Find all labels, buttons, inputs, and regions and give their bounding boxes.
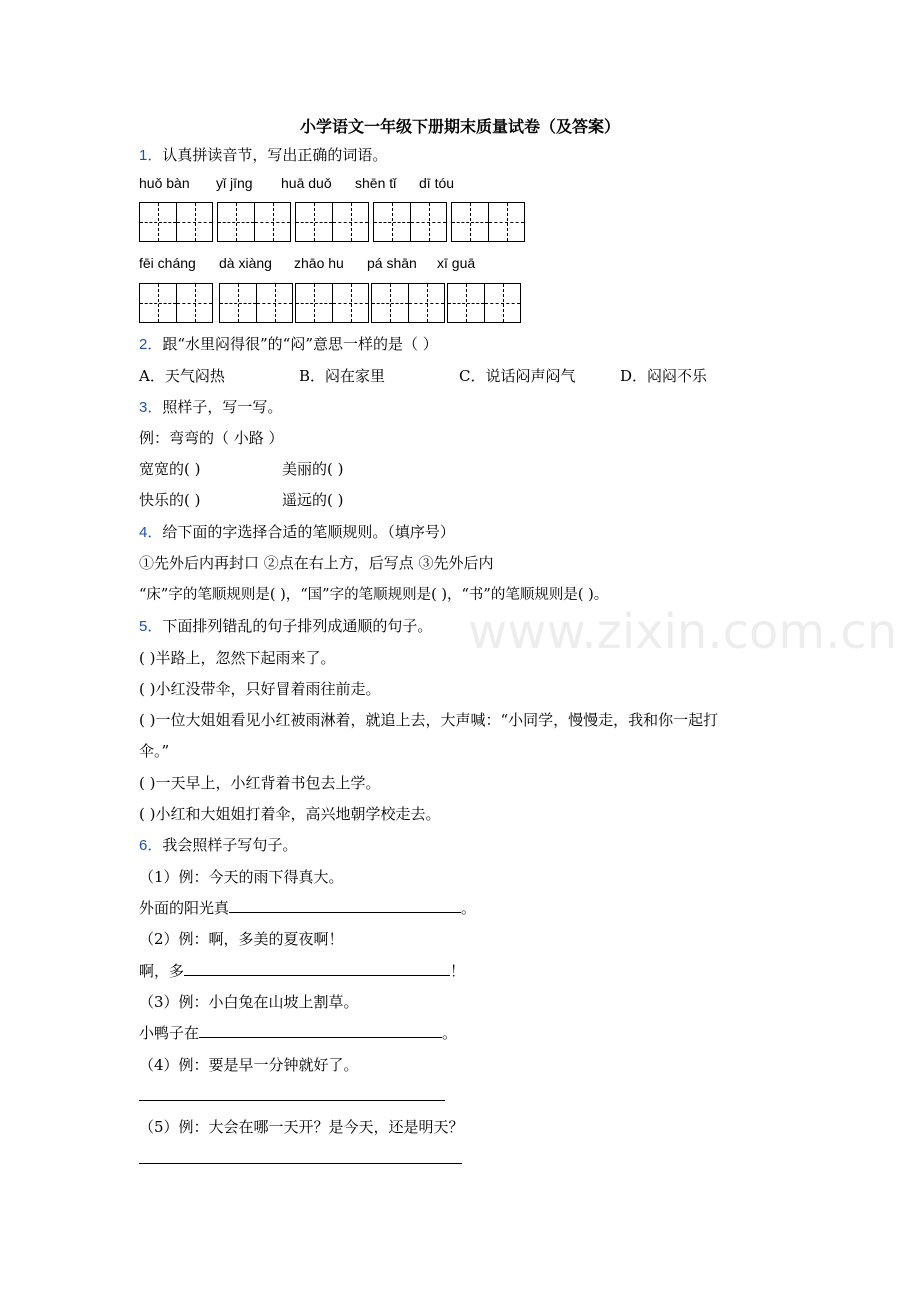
fill-item[interactable]: 遥远的( ) xyxy=(282,491,344,509)
pinyin-10: xī guā xyxy=(437,255,476,271)
answer-blank[interactable] xyxy=(184,960,450,976)
pinyin-1: huǒ bàn xyxy=(139,175,190,191)
question-3 xyxy=(139,396,282,417)
sentence-line[interactable]: ( )小红没带伞，只好冒着雨往前走。 xyxy=(139,680,381,698)
question-number: 2． xyxy=(139,336,163,353)
fill-item[interactable]: 美丽的( ) xyxy=(282,460,344,478)
answer-suffix: 。 xyxy=(461,899,477,917)
answer-line-1 xyxy=(139,897,476,918)
pinyin-7: dà xiàng xyxy=(219,255,272,271)
stroke-rules: ①先外后内再封口 ②点在右上方，后写点 ③先外后内 xyxy=(139,554,494,572)
option-a[interactable]: A．天气闷热 xyxy=(139,367,225,385)
question-2 xyxy=(139,333,438,354)
pinyin-6: fēi cháng xyxy=(139,255,196,271)
question-4 xyxy=(139,521,455,542)
answer-prefix: 啊，多 xyxy=(139,962,185,980)
sentence-line[interactable]: ( )一天早上，小红背着书包去上学。 xyxy=(139,774,381,792)
question-number: 5． xyxy=(139,618,163,635)
sentence-line[interactable]: ( )一位大姐姐看见小红被雨淋着，就追上去，大声喊：“小同学，慢慢走，我和你一起打 xyxy=(139,711,719,729)
writing-box[interactable] xyxy=(295,202,369,242)
answer-blank-4[interactable] xyxy=(139,1100,445,1101)
question-text: 认真拼读音节，写出正确的词语。 xyxy=(162,146,388,164)
question-text: 我会照样子写句子。 xyxy=(162,836,298,854)
answer-line-3 xyxy=(139,1022,457,1043)
writing-box[interactable] xyxy=(295,283,369,323)
pinyin-2: yǐ jīng xyxy=(216,175,253,191)
sentence-line-continued: 伞。” xyxy=(139,742,170,760)
question-1 xyxy=(139,144,387,165)
example-text: 例：弯弯的（ 小路 ） xyxy=(139,429,284,447)
pinyin-8: zhāo hu xyxy=(294,255,344,271)
stroke-question[interactable]: “床”字的笔顺规则是( )，“国”字的笔顺规则是( )，“书”的笔顺规则是( )。 xyxy=(139,587,609,603)
fill-item[interactable]: 快乐的( ) xyxy=(139,491,201,509)
answer-prefix: 外面的阳光真 xyxy=(139,899,230,917)
question-6 xyxy=(139,834,297,855)
writing-grid-row-1 xyxy=(139,202,529,242)
question-number: 6． xyxy=(139,837,163,854)
example-2: （2）例：啊，多美的夏夜啊！ xyxy=(139,930,344,948)
question-number: 1． xyxy=(139,147,163,164)
page-title: 小学语文一年级下册期末质量试卷（及答案） xyxy=(299,117,620,136)
sentence-line[interactable]: ( )半路上，忽然下起雨来了。 xyxy=(139,649,336,667)
example-1: （1）例：今天的雨下得真大。 xyxy=(139,868,344,886)
answer-line-2 xyxy=(139,960,465,981)
answer-blank-5[interactable] xyxy=(139,1163,462,1164)
writing-box[interactable] xyxy=(451,202,525,242)
answer-prefix: 小鸭子在 xyxy=(139,1024,200,1042)
writing-box[interactable] xyxy=(217,202,291,242)
pinyin-9: pá shān xyxy=(367,255,417,271)
sentence-line[interactable]: ( )小红和大姐姐打着伞，高兴地朝学校走去。 xyxy=(139,805,441,823)
answer-suffix: 。 xyxy=(442,1024,458,1042)
question-text: 下面排列错乱的句子排列成通顺的句子。 xyxy=(162,617,433,635)
example-3: （3）例：小白兔在山坡上割草。 xyxy=(139,993,359,1011)
fill-item[interactable]: 宽宽的( ) xyxy=(139,460,201,478)
writing-box[interactable] xyxy=(219,283,293,323)
pinyin-4: shēn tǐ xyxy=(355,175,397,191)
question-5 xyxy=(139,615,432,636)
question-text: 照样子，写一写。 xyxy=(162,398,283,416)
answer-suffix: ！ xyxy=(450,962,466,980)
answer-blank[interactable] xyxy=(199,1022,442,1038)
writing-box[interactable] xyxy=(373,202,447,242)
question-text: 跟“水里闷得很”的“闷”意思一样的是（ ） xyxy=(162,335,438,353)
question-number: 3． xyxy=(139,399,163,416)
example-4: （4）例：要是早一分钟就好了。 xyxy=(139,1056,359,1074)
answer-blank[interactable] xyxy=(229,897,461,913)
writing-box[interactable] xyxy=(447,283,521,323)
writing-grid-row-2 xyxy=(139,283,525,323)
watermark: www.zixin.com.cn xyxy=(468,604,898,660)
option-c[interactable]: C．说话闷声闷气 xyxy=(459,367,576,385)
question-number: 4． xyxy=(139,524,163,541)
example-5: （5）例：大会在哪一天开？是今天，还是明天？ xyxy=(139,1118,464,1136)
writing-box[interactable] xyxy=(139,283,213,323)
pinyin-3: huā duǒ xyxy=(281,175,332,191)
question-text: 给下面的字选择合适的笔顺规则。（填序号） xyxy=(162,523,455,541)
option-d[interactable]: D．闷闷不乐 xyxy=(620,367,708,385)
pinyin-5: dī tóu xyxy=(419,175,455,191)
option-b[interactable]: B．闷在家里 xyxy=(299,367,386,385)
writing-box[interactable] xyxy=(139,202,213,242)
writing-box[interactable] xyxy=(371,283,445,323)
